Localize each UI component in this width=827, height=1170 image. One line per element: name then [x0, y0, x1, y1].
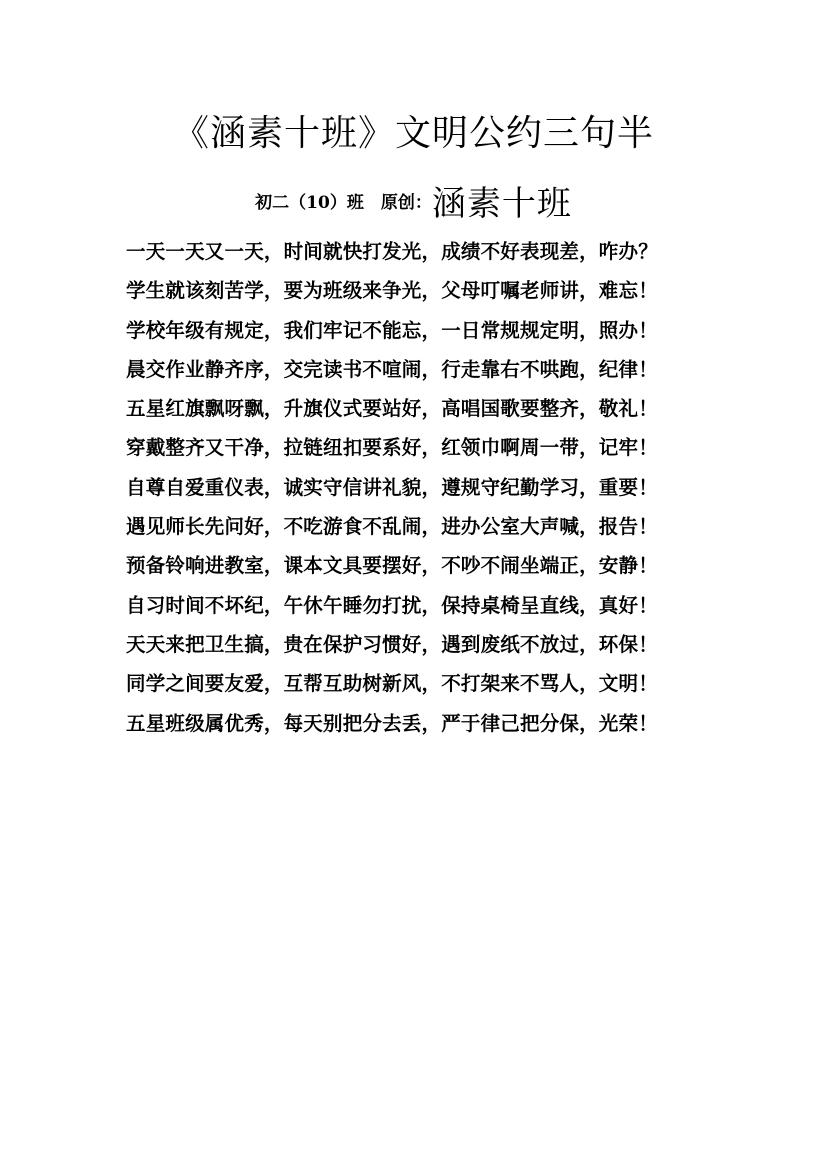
verse-line: 自习时间不坏纪，午休午睡勿打扰，保持桌椅呈直线，真好！: [126, 593, 658, 617]
byline-author: 涵素十班: [431, 184, 572, 224]
verse-line: 同学之间要友爱，互帮互助树新风，不打架来不骂人，文明！: [126, 672, 658, 696]
verse-line: 学生就该刻苦学，要为班级来争光，父母叮嘱老师讲，难忘！: [126, 279, 658, 303]
verse-line: 五星班级属优秀，每天别把分去丢，严于律己把分保，光荣！: [126, 711, 658, 735]
verse-list: [126, 232, 701, 743]
verse-line: 穿戴整齐又干净，拉链纽扣要系好，红领巾啊周一带，记牢！: [126, 436, 658, 460]
page-title: 《涵素十班》文明公约三句半: [172, 113, 654, 154]
verse-line: 学校年级有规定，我们牢记不能忘，一日常规规定明，照办！: [126, 318, 658, 342]
verse-line: 晨交作业静齐序，交完读书不喧闹，行走靠右不哄跑，纪律！: [126, 357, 658, 381]
verse-line: 一天一天又一天，时间就快打发光，成绩不好表现差，咋办？: [126, 240, 658, 263]
verse-line: 预备铃响进教室，课本文具要摆好，不吵不闹坐端正，安静！: [126, 554, 658, 578]
verse-line: 五星红旗飘呀飘，升旗仪式要站好，高唱国歌要整齐，敬礼！: [126, 397, 658, 421]
byline: [0, 176, 827, 225]
verse-line: 遇见师长先问好，不吃游食不乱闹，进办公室大声喊，报告！: [126, 515, 658, 539]
verse-line: 自尊自爱重仪表，诚实守信讲礼貌，遵规守纪勤学习，重要！: [126, 475, 658, 499]
verse-line: 天天来把卫生搞，贵在保护习惯好，遇到废纸不放过，环保！: [126, 632, 658, 656]
byline-class-label: 初二（10）班 原创：: [255, 193, 432, 213]
